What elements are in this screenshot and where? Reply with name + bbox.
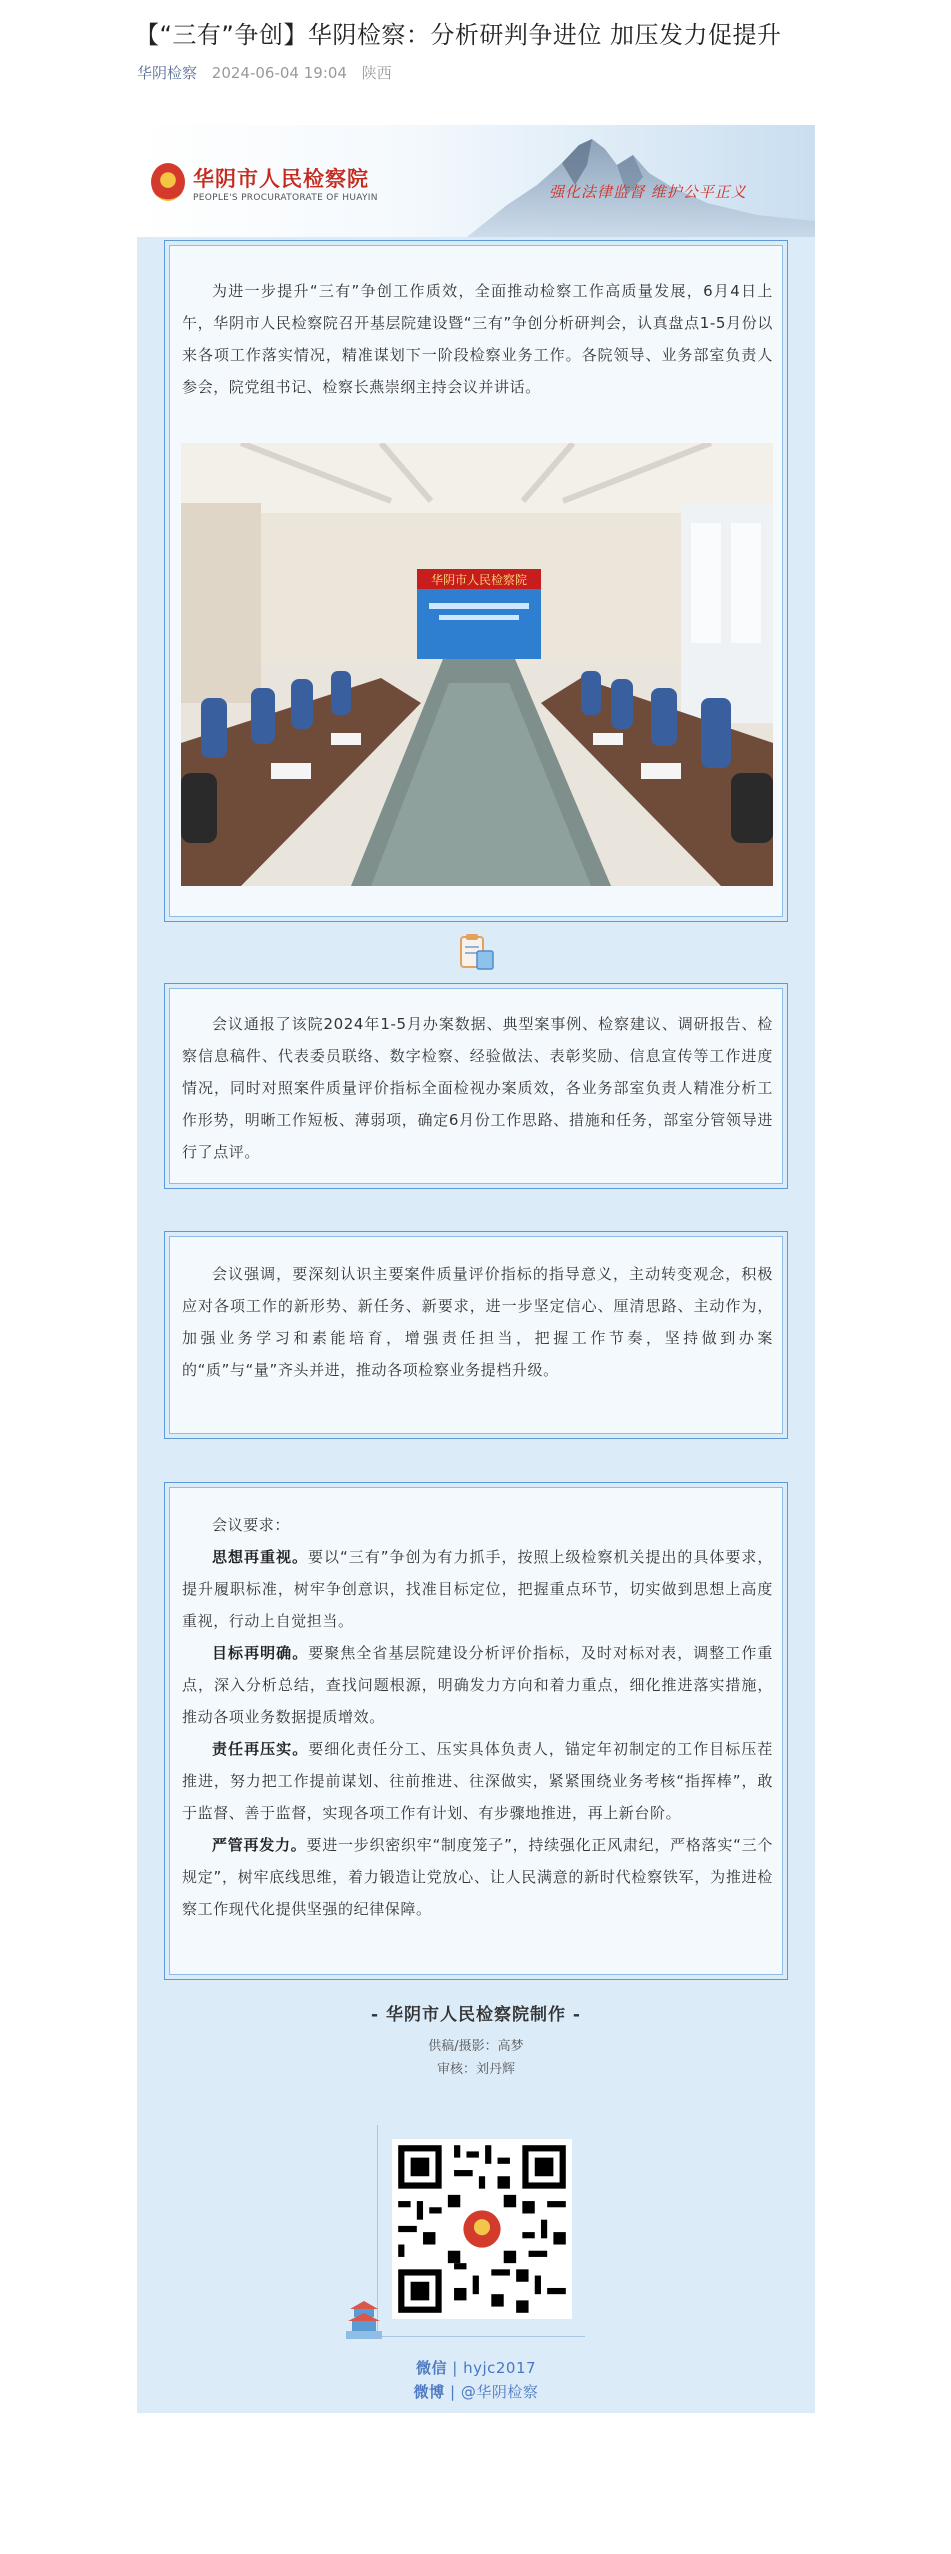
requirement-item: 严管再发力。要进一步织密织牢“制度笼子”，持续强化正风肃纪，严格落实“三个规定”，树牢底线思维，着力锻造让党放心、让人民满意的新时代检察铁军，为推进检察工作现代化提供坚强的纪律保障。 [182,1836,773,1918]
section-requirements [164,1482,788,1980]
publish-datetime: 2024-06-04 19:04 [211,64,347,82]
requirements-text [182,1509,773,1925]
requirement-item: 目标再明确。要聚焦全省基层院建设分析评价指标，及时对标对表，调整工作重点，深入分析总结，查找问题根源，明确发力方向和着力重点，细化推进落实措施，推动各项业务数据提质增效。 [182,1644,773,1726]
weibo-label: 微博 [413,2383,445,2401]
procuratorate-emblem-icon [151,163,185,201]
pagoda-decoration-icon [344,2295,384,2341]
wechat-id-link[interactable]: hyjc2017 [463,2359,537,2377]
section-emphasis [164,1231,788,1439]
article-card [137,125,815,2413]
intro-paragraph: 为进一步提升“三有”争创工作质效，全面推动检察工作高质量发展，6月4日上午，华阴市人民检察院召开基层院建设暨“三有”争创分析研判会，认真盘点1-5月份以来各项工作落实情况，精准谋划下一阶段检察业务工作。各院领导、业务部室负责人参会，院党组书记、检察长燕崇纲主持会议并讲话。 [182,282,773,396]
article-title: 【“三有”争创】华阴检察：分析研判争进位 加压发力促提升 [135,21,782,49]
photo-screen-title: 华阴市人民检察院 [430,573,528,587]
banner-org-name-en: PEOPLE'S PROCURATORATE OF HUAYIN [193,193,378,203]
report-paragraph: 会议通报了该院2024年1-5月办案数据、典型案事例、检察建议、调研报告、检察信息稿件、代表委员联络、数字检察、经验做法、表彰奖励、信息宣传等工作进度情况，同时对照案件质量评价指标全面检视办案质效，各业务部室负责人精准分析工作形势，明晰工作短板、薄弱项，确定6月份工作思路、措施和任务，部室分管领导进行了点评。 [182,1015,773,1161]
requirement-item: 思想再重视。要以“三有”争创为有力抓手，按照上级检察机关提出的具体要求，提升履职标准，树牢争创意识，找准目标定位，把握重点环节，切实做到思想上高度重视，行动上自觉担当。 [182,1548,773,1630]
wechat-line: 微信 | hyjc2017 [415,2359,537,2377]
section-report [164,983,788,1189]
reviewer-credit: 审核：刘丹辉 [436,2062,515,2077]
weibo-id-link[interactable]: @华阴检察 [460,2383,539,2401]
publish-region: 陕西 [361,64,392,82]
article-meta [137,62,392,83]
qr-code-frame [377,2125,585,2337]
writer-credit: 供稿/摄影：高梦 [428,2039,524,2054]
banner-slogan: 强化法律监督 维护公平正义 [549,183,747,201]
document-clipboard-icon [455,933,497,973]
banner-org-name: 华阴市人民检察院 [193,166,369,191]
header-banner [137,125,815,237]
meeting-photo [181,443,773,886]
section-intro [164,240,788,922]
requirement-item: 责任再压实。要细化责任分工、压实具体负责人，锚定年初制定的工作目标压茬推进，努力把工作提前谋划、往前推进、往深做实，紧紧围绕业务考核“指挥棒”，敢于监督、善于监督，实现各项工作有计划、有步骤地推进，再上新台阶。 [182,1740,773,1822]
emphasis-paragraph: 会议强调，要深刻认识主要案件质量评价指标的指导意义，主动转变观念，积极应对各项工作的新形势、新任务、新要求，进一步坚定信心、厘清思路、主动作为，加强业务学习和素能培育，增强责任担当，把握工作节奏，坚持做到办案的“质”与“量”齐头并进，推动各项检察业务提档升级。 [182,1265,773,1379]
requirements-intro: 会议要求： [212,1516,291,1534]
weibo-line: 微博 | @华阴检察 [413,2383,539,2401]
wechat-label: 微信 [415,2359,447,2377]
account-name-link[interactable]: 华阴检察 [137,64,198,82]
qr-code[interactable] [392,2139,572,2319]
producer-credit: - 华阴市人民检察院制作 - [371,2005,581,2025]
